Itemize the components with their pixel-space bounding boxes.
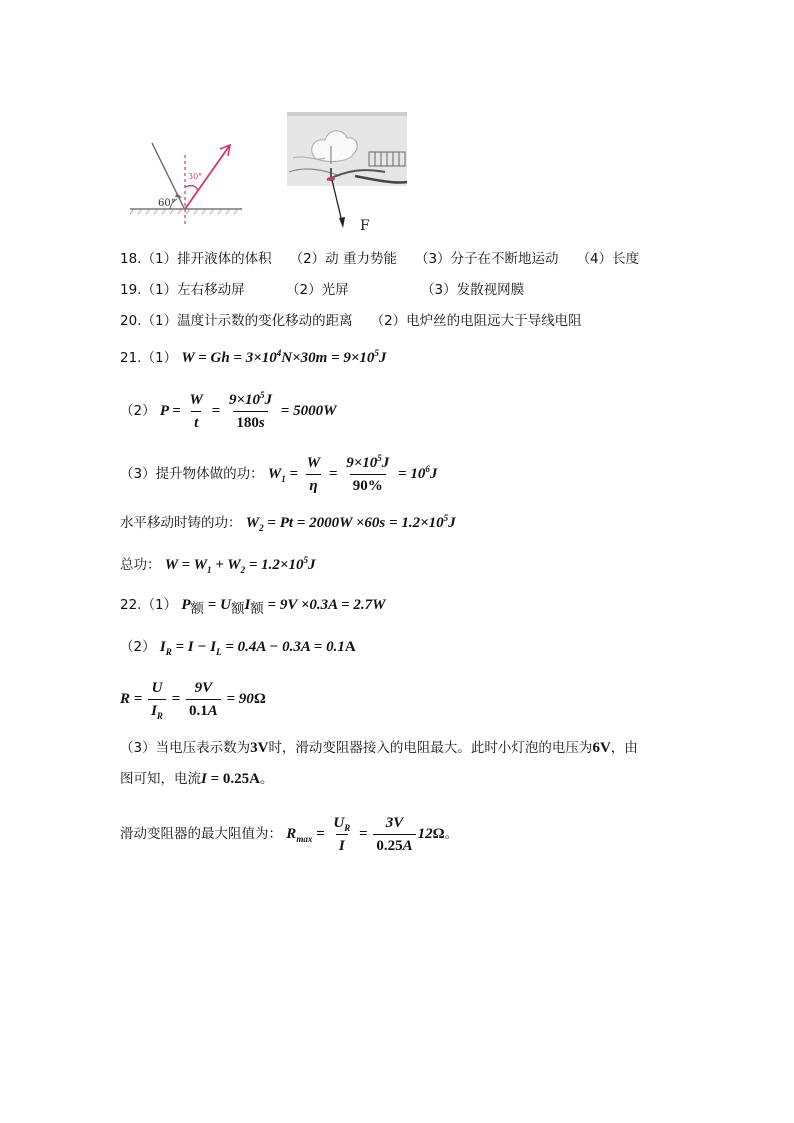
q22-l4-a: （3）当电压表示数为 <box>120 740 251 756</box>
q21-l4-formula: $W_2 = Pt = 2000W \times 60s = 1.2\times 10^5J$ <box>245 513 456 533</box>
q22-line-4 <box>120 738 638 758</box>
q20-row <box>120 311 582 331</box>
q22-line-2 <box>120 637 356 657</box>
q22-line-6 <box>120 813 458 856</box>
q22-l4-d: 6V <box>592 740 611 756</box>
q22-line-5 <box>120 769 273 789</box>
q21-line-4 <box>120 513 456 533</box>
q22-l5-b: I = 0.25A <box>201 771 260 787</box>
angle-30-label: 30° <box>188 172 203 181</box>
q18-answer-4: （4）长度 <box>576 251 640 267</box>
q18-number: 18. <box>120 251 142 267</box>
angle-60-label: 60° <box>158 198 176 209</box>
q18-answer-2: （2）动 重力势能 <box>289 251 397 267</box>
q21-l5-prefix: 总功： <box>120 557 161 573</box>
q22-number: 22. <box>120 597 142 613</box>
q19-answer-3-wrap <box>421 280 524 300</box>
q19-answer-3: （3）发散视网膜 <box>421 282 525 298</box>
q21-l1-formula: $W = Gh = 3\times 10^4N\times 30m = 9\times 10^5J$ <box>181 348 387 366</box>
force-label: F <box>360 218 370 232</box>
q22-line-3 <box>120 678 266 721</box>
force-photo-figure <box>285 110 410 232</box>
q19-answer-1: （1）左右移动屏 <box>141 282 245 298</box>
q22-l6-formula: $R_{max}$ = $\frac{U_R}{I}$ = $\frac{3V}{0.25A}$ 12Ω <box>286 815 445 854</box>
q22-l4-e: ，由 <box>610 740 638 756</box>
q19-number: 19. <box>120 282 142 298</box>
q21-line-5 <box>120 555 315 575</box>
q19-answer-2-wrap <box>286 280 349 300</box>
q20-answer-2: （2）电炉丝的电阻远大于导线电阻 <box>370 313 582 329</box>
q22-l1-formula: $P_额 = U_额I_额 = 9V \times 0.3A = 2.7W$ <box>181 597 386 617</box>
q22-l5-a: 图可知，电流 <box>120 771 201 787</box>
q22-l6-end: 。 <box>444 825 459 842</box>
q21-line-2 <box>120 390 336 433</box>
q18-answer-1: （1）排开液体的体积 <box>141 251 272 267</box>
q21-line-1 <box>120 348 386 368</box>
q18-row <box>120 249 639 269</box>
q19-row <box>120 280 245 300</box>
q22-l2-prefix: （2） <box>120 639 156 655</box>
q21-l3-prefix: （3）提升物体做的功： <box>120 465 264 482</box>
q22-l4-c: 时，滑动变阻器接入的电阻最大。此时小灯泡的电压为 <box>268 740 593 756</box>
q21-number: 21. <box>120 350 142 366</box>
q22-l1-prefix: （1） <box>141 597 178 613</box>
q22-l2-formula: $I_R = I - I_L = 0.4A - 0.3A = 0.1A$ <box>159 639 356 657</box>
q21-l4-prefix: 水平移动时铸的功： <box>120 515 242 531</box>
q22-l6-prefix: 滑动变阻器的最大阻值为： <box>120 825 282 842</box>
q21-l2-formula: P = $\frac{W}{t}$ = $\frac{9\times 10^5J}{180s}$ = 5000W <box>159 390 337 431</box>
q22-l5-c: 。 <box>259 771 274 787</box>
q21-l2-prefix: （2） <box>120 402 156 419</box>
q21-l5-formula: $W = W_1 + W_2 = 1.2\times 10^5J$ <box>164 555 316 575</box>
q20-number: 20. <box>120 313 142 329</box>
q18-answer-3: （3）分子在不断地运动 <box>414 251 559 267</box>
q20-answer-1: （1）温度计示数的变化移动的距离 <box>141 313 353 329</box>
q19-answer-2: （2）光屏 <box>286 282 349 298</box>
q22-l3-formula: R = $\frac{U}{I_R}$ = $\frac{9V}{0.1A}$ = 90Ω <box>120 680 266 721</box>
reflection-figure <box>122 135 247 230</box>
q21-l3-formula: $W_1$ = $\frac{W}{\eta}$ = $\frac{9\times 10^5J}{90\%}$ = $10^6J$ <box>267 453 438 494</box>
q22-line-1 <box>120 595 385 615</box>
q22-l4-b: 3V <box>250 740 269 756</box>
q21-l1-prefix: （1） <box>141 350 178 366</box>
q21-line-3 <box>120 453 437 496</box>
